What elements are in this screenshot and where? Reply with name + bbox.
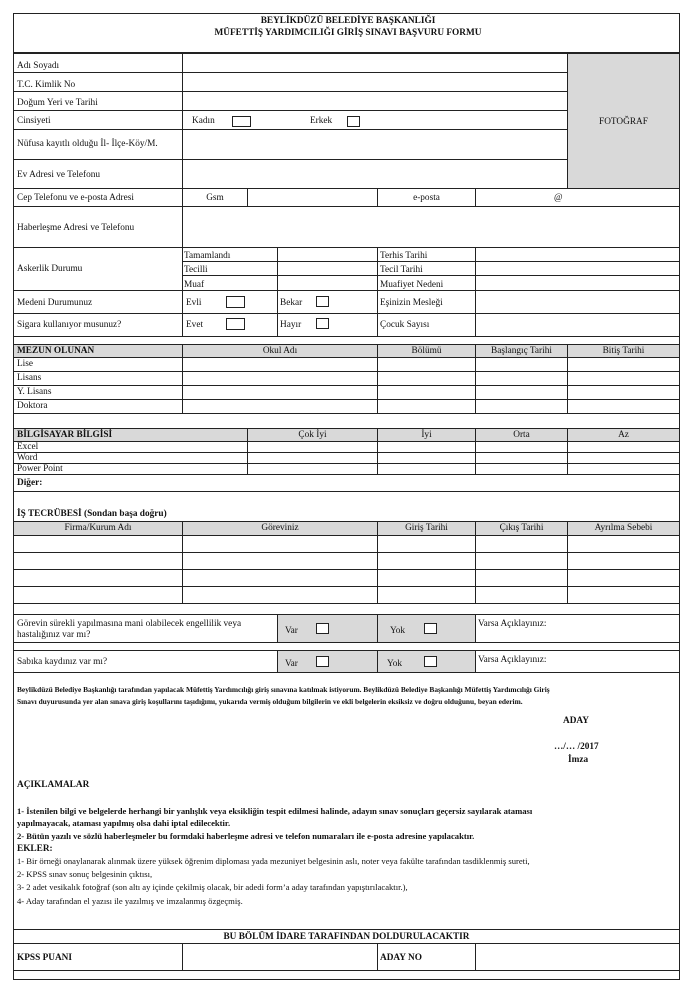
edu-row-label: Lise xyxy=(17,359,34,369)
edu-row-label: Y. Lisans xyxy=(17,387,52,397)
gsm-input[interactable] xyxy=(247,188,378,207)
attachment-2: 2- KPSS sınav sonuç belgesinin çıktısı, xyxy=(17,869,153,879)
photo-label: FOTOĞRAF xyxy=(599,117,648,127)
single-checkbox[interactable] xyxy=(316,296,329,307)
work-input-cell[interactable] xyxy=(567,535,680,553)
edu-input-cell[interactable] xyxy=(377,357,476,372)
record-explain-label: Varsa Açıklayınız: xyxy=(478,655,547,665)
comp-input-cell[interactable] xyxy=(567,463,680,475)
education-title: MEZUN OLUNAN xyxy=(17,346,95,356)
date-field: …/… /2017 xyxy=(554,742,599,752)
edu-input-cell[interactable] xyxy=(567,385,680,400)
work-input-cell[interactable] xyxy=(475,586,568,604)
email-input[interactable] xyxy=(475,188,680,207)
home-input[interactable] xyxy=(182,159,568,189)
record-q: Sabıka kaydınız var mı? xyxy=(17,657,108,667)
work-input-cell[interactable] xyxy=(13,552,183,570)
married-label: Evli xyxy=(186,298,202,308)
note-2: 2- Bütün yazılı ve sözlü haberleşmeler bu formdaki haberleşme adresi ve telefon numaraları ile e-posta adresine yapılacaktır. xyxy=(17,831,475,841)
work-input-cell[interactable] xyxy=(13,569,183,587)
military-done: Tamamlandı xyxy=(184,251,231,261)
military-deferred: Tecilli xyxy=(184,265,208,275)
work-input-cell[interactable] xyxy=(377,535,476,553)
comp-input-cell[interactable] xyxy=(475,463,568,475)
work-input-cell[interactable] xyxy=(182,535,378,553)
work-input-cell[interactable] xyxy=(377,552,476,570)
marital-label: Medeni Durumunuz xyxy=(17,298,93,308)
comp-header-2: Orta xyxy=(513,430,530,440)
registry-label: Nüfusa kayıtlı olduğu İl- İlçe-Köy/M. xyxy=(17,139,158,149)
edu-input-cell[interactable] xyxy=(475,357,568,372)
work-header-2: Giriş Tarihi xyxy=(405,523,448,533)
smoking-no-checkbox[interactable] xyxy=(316,318,329,329)
defer-date-label: Tecil Tarihi xyxy=(380,265,423,275)
work-header-0: Firma/Kurum Adı xyxy=(64,523,132,533)
single-label: Bekar xyxy=(280,298,303,308)
comm-label: Haberleşme Adresi ve Telefonu xyxy=(17,223,135,233)
health-q1: Görevin sürekli yapılmasına mani olabilecek engellilik veya xyxy=(17,619,242,629)
edu-input-cell[interactable] xyxy=(475,399,568,414)
comm-input[interactable] xyxy=(182,206,680,248)
work-input-cell[interactable] xyxy=(377,569,476,587)
gsm-label: Gsm xyxy=(206,193,224,203)
tc-input[interactable] xyxy=(182,72,568,92)
smoking-yes-label: Evet xyxy=(186,320,204,330)
attachment-1: 1- Bir örneği onaylanarak alınmak üzere yüksek öğrenim diploması yada mezuniyet belgesinin aslı, noter veya fakülte tarafından tasdiklenmiş sureti, xyxy=(17,856,530,866)
edu-input-cell[interactable] xyxy=(475,385,568,400)
edu-input-cell[interactable] xyxy=(567,399,680,414)
work-header-4: Ayrılma Sebebi xyxy=(594,523,653,533)
work-input-cell[interactable] xyxy=(377,586,476,604)
health-no-label: Yok xyxy=(390,626,406,636)
edu-input-cell[interactable] xyxy=(182,385,378,400)
declaration-line2: Sınavı duyurusunda yer alan sınava giriş koşullarını taşıdığımı, yukarıda vermiş olduğum bilgilerin ve ekli belgelerin eksiksiz ve doğru olduğunu, beyan ederim. xyxy=(17,697,523,706)
smoking-no-label: Hayır xyxy=(280,320,302,330)
spouse-label: Eşinizin Mesleği xyxy=(380,298,443,308)
record-no-label: Yok xyxy=(387,659,403,669)
comp-row-label: Power Point xyxy=(17,464,63,474)
edu-input-cell[interactable] xyxy=(182,399,378,414)
work-input-cell[interactable] xyxy=(567,586,680,604)
work-input-cell[interactable] xyxy=(182,586,378,604)
edu-row-cell xyxy=(13,357,183,372)
comp-input-cell[interactable] xyxy=(247,463,378,475)
comp-header-3: Az xyxy=(618,430,629,440)
female-label: Kadın xyxy=(192,116,215,126)
signature-label: İmza xyxy=(568,755,589,765)
record-yes-label: Var xyxy=(285,659,298,669)
candidate-no-label: ADAY NO xyxy=(380,953,422,963)
edu-row-label: Doktora xyxy=(17,401,48,411)
edu-input-cell[interactable] xyxy=(377,371,476,386)
edu-row-label: Lisans xyxy=(17,373,42,383)
edu-input-cell[interactable] xyxy=(377,385,476,400)
edu-header-start: Başlangıç Tarihi xyxy=(491,346,552,356)
male-checkbox[interactable] xyxy=(347,116,360,127)
birth-label: Doğum Yeri ve Tarihi xyxy=(17,98,98,108)
declaration-line1: Beylikdüzü Belediye Başkanlığı tarafından yapılacak Müfettiş Yardımcılığı giriş sınavına katılmak istiyorum. Beylikdüzü Belediye Başkanlığı Müfettiş Yardımcılığı Giriş xyxy=(17,685,550,694)
work-input-cell[interactable] xyxy=(182,569,378,587)
gender-label: Cinsiyeti xyxy=(17,116,51,126)
birth-input[interactable] xyxy=(182,91,568,111)
military-label: Askerlik Durumu xyxy=(17,264,83,274)
note-1a: 1- İstenilen bilgi ve belgelerde herhangi bir yanlışlık veya eksikliğin tespit edilmesi halinde, adayın sınav sonuçları geçersiz sayılarak ataması xyxy=(17,806,533,816)
work-input-cell[interactable] xyxy=(475,569,568,587)
smoking-yes-checkbox[interactable] xyxy=(226,318,245,330)
female-checkbox[interactable] xyxy=(232,116,251,127)
attachment-4: 4- Aday tarafından el yazısı ile yazılmış ve imzalanmış özgeçmiş. xyxy=(17,896,243,906)
comp-row-label: Word xyxy=(17,453,38,463)
note-1b: yapılmayacak, ataması yapılmış olsa dahi iptal edilecektir. xyxy=(17,818,231,828)
health-yes-checkbox[interactable] xyxy=(316,623,329,634)
candidate-label: ADAY xyxy=(563,716,590,726)
name-input[interactable] xyxy=(182,53,568,73)
tc-label: T.C. Kimlik No xyxy=(17,80,76,90)
form-subtitle: MÜFETTİŞ YARDIMCILIĞI GİRİŞ SINAVI BAŞVURU FORMU xyxy=(214,28,482,38)
edu-input-cell[interactable] xyxy=(567,371,680,386)
comp-header-1: İyi xyxy=(421,430,432,440)
email-label: e-posta xyxy=(413,193,440,203)
smoking-label: Sigara kullanıyor musunuz? xyxy=(17,320,122,330)
name-label: Adı Soyadı xyxy=(17,61,60,71)
edu-input-cell[interactable] xyxy=(475,371,568,386)
form-title: BEYLİKDÜZÜ BELEDİYE BAŞKANLIĞI xyxy=(260,16,436,26)
computer-title: BİLGİSAYAR BİLGİSİ xyxy=(17,430,113,440)
health-q2: hastalığınız var mı? xyxy=(17,630,91,640)
edu-input-cell[interactable] xyxy=(182,357,378,372)
record-no-checkbox[interactable] xyxy=(424,656,437,667)
health-no-checkbox[interactable] xyxy=(424,623,437,634)
work-input-cell[interactable] xyxy=(182,552,378,570)
attachments-title: EKLER: xyxy=(17,844,53,854)
edu-header-end: Bitiş Tarihi xyxy=(602,346,645,356)
male-label: Erkek xyxy=(310,116,333,126)
work-input-cell[interactable] xyxy=(567,552,680,570)
mobile-label: Cep Telefonu ve e-posta Adresi xyxy=(17,193,134,203)
notes-title: AÇIKLAMALAR xyxy=(17,780,90,790)
edu-header-dept: Bölümü xyxy=(411,346,442,356)
work-input-cell[interactable] xyxy=(13,535,183,553)
kpss-label: KPSS PUANI xyxy=(17,953,73,963)
home-label: Ev Adresi ve Telefonu xyxy=(17,170,101,180)
work-header-3: Çıkış Tarihi xyxy=(499,523,544,533)
exempt-reason-label: Muafiyet Nedeni xyxy=(380,280,444,290)
comp-header-0: Çok İyi xyxy=(298,430,327,440)
work-input-cell[interactable] xyxy=(567,569,680,587)
work-header-1: Göreviniz xyxy=(261,523,299,533)
admin-title: BU BÖLÜM İDARE TARAFINDAN DOLDURULACAKTIR xyxy=(223,932,470,942)
work-input-cell[interactable] xyxy=(475,552,568,570)
work-title: İŞ TECRÜBESİ (Sondan başa doğru) xyxy=(17,509,167,519)
edu-input-cell[interactable] xyxy=(377,399,476,414)
discharge-label: Terhis Tarihi xyxy=(380,251,428,261)
registry-input[interactable] xyxy=(182,129,568,160)
military-exempt: Muaf xyxy=(184,280,205,290)
married-checkbox[interactable] xyxy=(226,296,245,308)
health-explain-label: Varsa Açıklayınız: xyxy=(478,619,547,629)
computer-other: Diğer: xyxy=(17,478,43,488)
attachment-3: 3- 2 adet vesikalık fotoğraf (son altı ay içinde çekilmiş olacak, bir adedi form’a aday tarafından yapıştırılacaktır.), xyxy=(17,882,408,892)
children-label: Çocuk Sayısı xyxy=(380,320,430,330)
candidate-no-input[interactable] xyxy=(475,943,680,971)
work-input-cell[interactable] xyxy=(13,586,183,604)
at-sign: @ xyxy=(554,193,563,203)
health-yes-label: Var xyxy=(285,626,298,636)
edu-input-cell[interactable] xyxy=(182,371,378,386)
kpss-input[interactable] xyxy=(182,943,378,971)
comp-row-label: Excel xyxy=(17,442,39,452)
edu-header-school: Okul Adı xyxy=(262,346,298,356)
edu-input-cell[interactable] xyxy=(567,357,680,372)
record-yes-checkbox[interactable] xyxy=(316,656,329,667)
work-input-cell[interactable] xyxy=(475,535,568,553)
comp-input-cell[interactable] xyxy=(377,463,476,475)
